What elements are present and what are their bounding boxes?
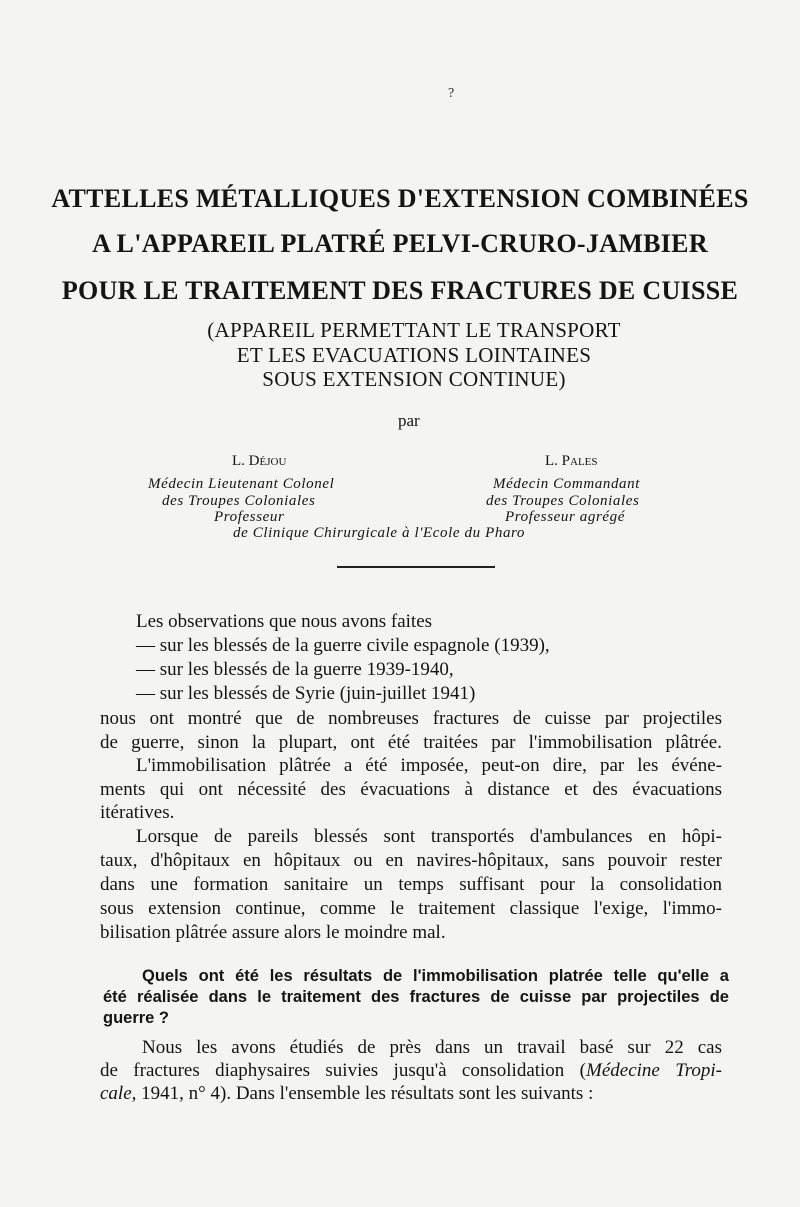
para2-line-1: L'immobilisation plâtrée a été imposée, peut-on dire, par les événe- bbox=[136, 755, 722, 776]
title-line-2: A L'APPAREIL PLATRÉ PELVI-CRURO-JAMBIER bbox=[92, 229, 708, 258]
intro-line-2: — sur les blessés de la guerre civile espagnole (1939), bbox=[136, 635, 550, 656]
author-1-affiliation-2: des Troupes Coloniales bbox=[162, 493, 316, 509]
para1-line-2: de guerre, sinon la plupart, ont été traitées par l'immobilisation plâtrée. bbox=[100, 732, 722, 753]
para1-line-1: nous ont montré que de nombreuses fractures de cuisse par projectiles bbox=[100, 708, 722, 729]
subtitle-line-2: ET LES EVACUATIONS LOINTAINES bbox=[236, 343, 592, 367]
title-line-3: POUR LE TRAITEMENT DES FRACTURES DE CUISSE bbox=[61, 276, 739, 305]
para4-line-1: Nous les avons étudiés de près dans un travail basé sur 22 cas bbox=[142, 1037, 722, 1058]
author-name-dejou: L. Déjou bbox=[232, 453, 287, 469]
question-line-2: été réalisée dans le traitement des fractures de cuisse par projectiles de bbox=[103, 988, 729, 1006]
byline: par bbox=[398, 411, 420, 430]
shared-affiliation: de Clinique Chirurgicale à l'Ecole du Pharo bbox=[233, 525, 526, 541]
para3-line-5: bilisation plâtrée assure alors le moindre mal. bbox=[100, 922, 446, 943]
author-1-affiliation-1: Médecin Lieutenant Colonel bbox=[148, 476, 335, 492]
title-line-1: ATTELLES MÉTALLIQUES D'EXTENSION COMBINÉES bbox=[51, 184, 749, 213]
para3-line-4: sous extension continue, comme le traitement classique l'exige, l'immo- bbox=[100, 898, 722, 919]
question-line-1: Quels ont été les résultats de l'immobilisation platrée telle qu'elle a bbox=[142, 967, 729, 985]
subtitle-line-3: SOUS EXTENSION CONTINUE) bbox=[262, 367, 566, 391]
intro-line-4: — sur les blessés de Syrie (juin-juillet 1941) bbox=[136, 683, 476, 704]
subtitle-line-1: (APPAREIL PERMETTANT LE TRANSPORT bbox=[207, 318, 621, 342]
author-name-pales: L. Pales bbox=[545, 453, 598, 469]
para2-line-2: ments qui ont nécessité des évacuations à distance et des évacuations bbox=[100, 779, 722, 800]
author-2-affiliation-1: Médecin Commandant bbox=[493, 476, 641, 492]
para3-line-1: Lorsque de pareils blessés sont transportés d'ambulances en hôpi- bbox=[136, 826, 722, 847]
author-2-affiliation-2: des Troupes Coloniales bbox=[486, 493, 640, 509]
question-line-3: guerre ? bbox=[103, 1009, 170, 1027]
para3-line-3: dans une formation sanitaire un temps suffisant pour la consolidation bbox=[100, 874, 722, 895]
intro-line-3: — sur les blessés de la guerre 1939-1940, bbox=[136, 659, 454, 680]
intro-line-1: Les observations que nous avons faites bbox=[136, 611, 433, 632]
page-mark: ? bbox=[448, 86, 455, 101]
para4-line-2-text: de fractures diaphysaires suivies jusqu'à consolidation ( bbox=[100, 1060, 586, 1081]
journal-name-part-1: Médecine Tropi- bbox=[586, 1060, 723, 1081]
para4-line-3 bbox=[100, 1082, 722, 1106]
para3-line-2: taux, d'hôpitaux en hôpitaux ou en navires-hôpitaux, sans pouvoir rester bbox=[100, 850, 722, 871]
author-1-affiliation-3: Professeur bbox=[214, 509, 285, 525]
para4-line-3-text: 1941, n° 4). Dans l'ensemble les résultats sont les suivants : bbox=[136, 1083, 594, 1104]
para4-line-2 bbox=[100, 1059, 722, 1083]
author-2-affiliation-3: Professeur agrégé bbox=[505, 509, 626, 525]
separator-rule bbox=[337, 566, 495, 568]
para2-line-3: itératives. bbox=[100, 802, 175, 823]
journal-name-part-2: cale, bbox=[100, 1083, 137, 1104]
